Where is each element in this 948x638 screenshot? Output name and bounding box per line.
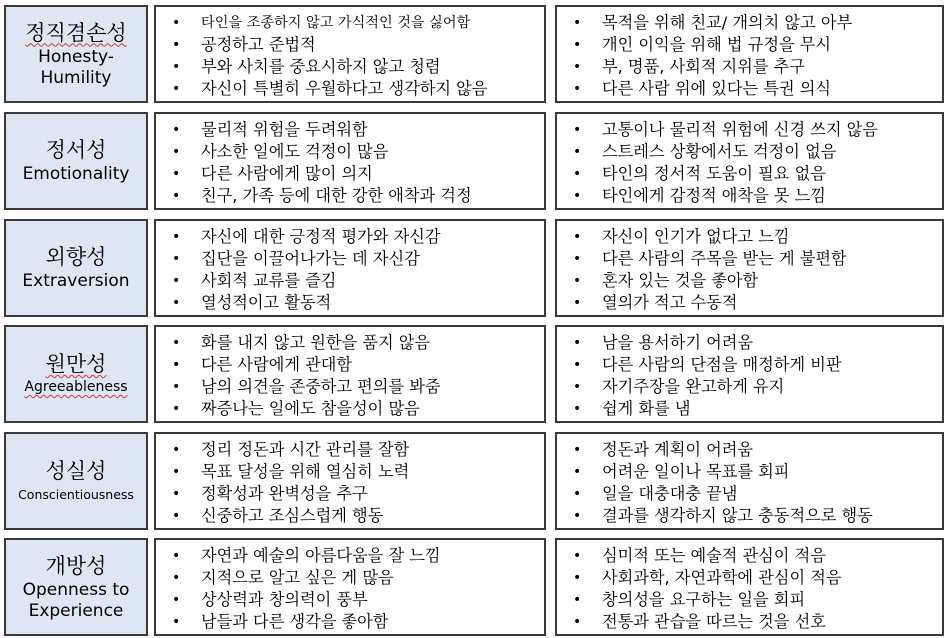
- trait-label-cell: [4, 112, 148, 210]
- description-item: • 친구, 가족 등에 대한 강한 애착과 걱정: [156, 185, 544, 207]
- trait-label-cell: [4, 5, 148, 103]
- low-trait-descriptions: [555, 432, 944, 530]
- description-item: • 열의가 적고 수동적: [557, 292, 942, 314]
- description-item: • 타인에게 감정적 애착을 못 느낌: [557, 185, 942, 207]
- description-item: • 자신에 대한 긍정적 평가와 자신감: [156, 226, 544, 248]
- high-trait-descriptions: [154, 432, 546, 530]
- low-trait-descriptions: [555, 538, 944, 636]
- trait-name-english-line: Openness to: [22, 579, 130, 600]
- description-item: • 창의성을 요구하는 일을 회피: [557, 589, 942, 611]
- trait-name-english: [18, 485, 134, 504]
- trait-name-english: [22, 271, 129, 292]
- description-item: • 타인의 정서적 도움이 필요 없음: [557, 163, 942, 185]
- trait-label-cell: [4, 432, 148, 530]
- trait-name-english-line: Humility: [40, 67, 112, 88]
- description-item: • 지적으로 알고 싶은 게 많음: [156, 567, 544, 589]
- description-item: • 쉽게 화를 냄: [557, 398, 942, 420]
- trait-label-cell: [4, 325, 148, 423]
- trait-name-english-line: Extraversion: [22, 271, 130, 291]
- description-item: • 혼자 있는 것을 좋아함: [557, 270, 942, 292]
- description-item: • 공정하고 준법적: [156, 34, 544, 56]
- description-item: • 신중하고 조심스럽게 행동: [156, 505, 544, 527]
- description-item: • 사회적 교류를 즐김: [156, 270, 544, 292]
- description-item: • 짜증나는 일에도 참을성이 많음: [156, 398, 544, 420]
- description-item: • 부, 명품, 사회적 지위를 추구: [557, 56, 942, 78]
- high-trait-descriptions: [154, 219, 546, 317]
- description-item: • 일을 대충대충 끝냄: [557, 483, 942, 505]
- description-item: • 목적을 위해 친교/ 개의치 않고 아부: [557, 12, 942, 34]
- description-item: • 남을 용서하기 어려움: [557, 332, 942, 354]
- description-item: • 열성적이고 활동적: [156, 292, 544, 314]
- trait-row-extraversion: [0, 219, 948, 317]
- description-item: • 스트레스 상황에서도 걱정이 없음: [557, 141, 942, 163]
- trait-row-honesty-humility: [0, 5, 948, 103]
- description-item: • 개인 이익을 위해 법 규정을 무시: [557, 34, 942, 56]
- trait-name-english-line: Emotionality: [22, 164, 130, 184]
- description-item: • 목표 달성을 위해 열심히 노력: [156, 461, 544, 483]
- description-item: • 전통과 관습을 따르는 것을 선호: [557, 611, 942, 633]
- description-item: • 정확성과 완벽성을 추구: [156, 483, 544, 505]
- trait-name-english-line: Experience: [28, 600, 124, 621]
- trait-name-korean: 정서성: [45, 138, 107, 162]
- description-item: • 결과를 생각하지 않고 충동적으로 행동: [557, 505, 942, 527]
- description-item: • 정돈과 계획이 어려움: [557, 439, 942, 461]
- trait-name-korean: 개방성: [45, 553, 107, 578]
- high-trait-descriptions: [154, 325, 546, 423]
- trait-row-openness: [0, 538, 948, 636]
- high-trait-descriptions: [154, 538, 546, 636]
- trait-name-english: [24, 378, 127, 397]
- low-trait-descriptions: [555, 5, 944, 103]
- trait-name-korean: 외향성: [45, 245, 107, 269]
- description-item: • 다른 사람에게 많이 의지: [156, 163, 544, 185]
- trait-name-korean: 원만성: [45, 352, 107, 376]
- trait-name-korean: 성실성: [45, 459, 107, 483]
- trait-name-english: [23, 164, 130, 185]
- description-item: • 고통이나 물리적 위험에 신경 쓰지 않음: [557, 119, 942, 141]
- low-trait-descriptions: [555, 112, 944, 210]
- description-item: • 부와 사치를 중요시하지 않고 청렴: [156, 56, 544, 78]
- high-trait-descriptions: [154, 112, 546, 210]
- trait-row-agreeableness: [0, 325, 948, 423]
- description-item: • 자신이 인기가 없다고 느낌: [557, 226, 942, 248]
- trait-row-conscientiousness: [0, 432, 948, 530]
- description-item: • 사소한 일에도 걱정이 많음: [156, 141, 544, 163]
- description-item: • 정리 정돈과 시간 관리를 잘함: [156, 439, 544, 461]
- trait-label-cell: [4, 219, 148, 317]
- description-item: • 자신이 특별히 우월하다고 생각하지 않음: [156, 78, 544, 100]
- description-item: • 남들과 다른 생각을 좋아함: [156, 611, 544, 633]
- trait-label-cell: [4, 538, 148, 636]
- description-item: • 상상력과 창의력이 풍부: [156, 589, 544, 611]
- description-item: • 심미적 또는 예술적 관심이 적음: [557, 545, 942, 567]
- description-item: • 화를 내지 않고 원한을 품지 않음: [156, 332, 544, 354]
- description-item: • 물리적 위험을 두려워함: [156, 119, 544, 141]
- trait-name-english: [38, 47, 114, 89]
- description-item: • 남의 의견을 존중하고 편의를 봐줌: [156, 376, 544, 398]
- description-item: • 다른 사람에게 관대함: [156, 354, 544, 376]
- trait-name-english-line: Conscientiousness: [18, 487, 134, 502]
- trait-name-korean: 정직겸손성: [25, 20, 127, 45]
- trait-name-english: [23, 580, 130, 622]
- low-trait-descriptions: [555, 219, 944, 317]
- description-item: • 다른 사람의 주목을 받는 게 불편함: [557, 248, 942, 270]
- description-item: • 어려운 일이나 목표를 회피: [557, 461, 942, 483]
- description-item: • 사회과학, 자연과학에 관심이 적음: [557, 567, 942, 589]
- description-item: • 다른 사람 위에 있다는 특권 의식: [557, 78, 942, 100]
- trait-row-emotionality: [0, 112, 948, 210]
- low-trait-descriptions: [555, 325, 944, 423]
- description-item: • 자연과 예술의 아름다움을 잘 느낌: [156, 545, 544, 567]
- description-item: • 다른 사람의 단점을 매정하게 비판: [557, 354, 942, 376]
- description-item: • 타인을 조종하지 않고 가식적인 것을 싫어함: [156, 12, 544, 34]
- trait-name-english-line: Agreeableness: [24, 379, 128, 395]
- description-item: • 집단을 이끌어나가는 데 자신감: [156, 248, 544, 270]
- description-item: • 자기주장을 완고하게 유지: [557, 376, 942, 398]
- high-trait-descriptions: [154, 5, 546, 103]
- trait-name-english-line: Honesty-: [38, 46, 114, 67]
